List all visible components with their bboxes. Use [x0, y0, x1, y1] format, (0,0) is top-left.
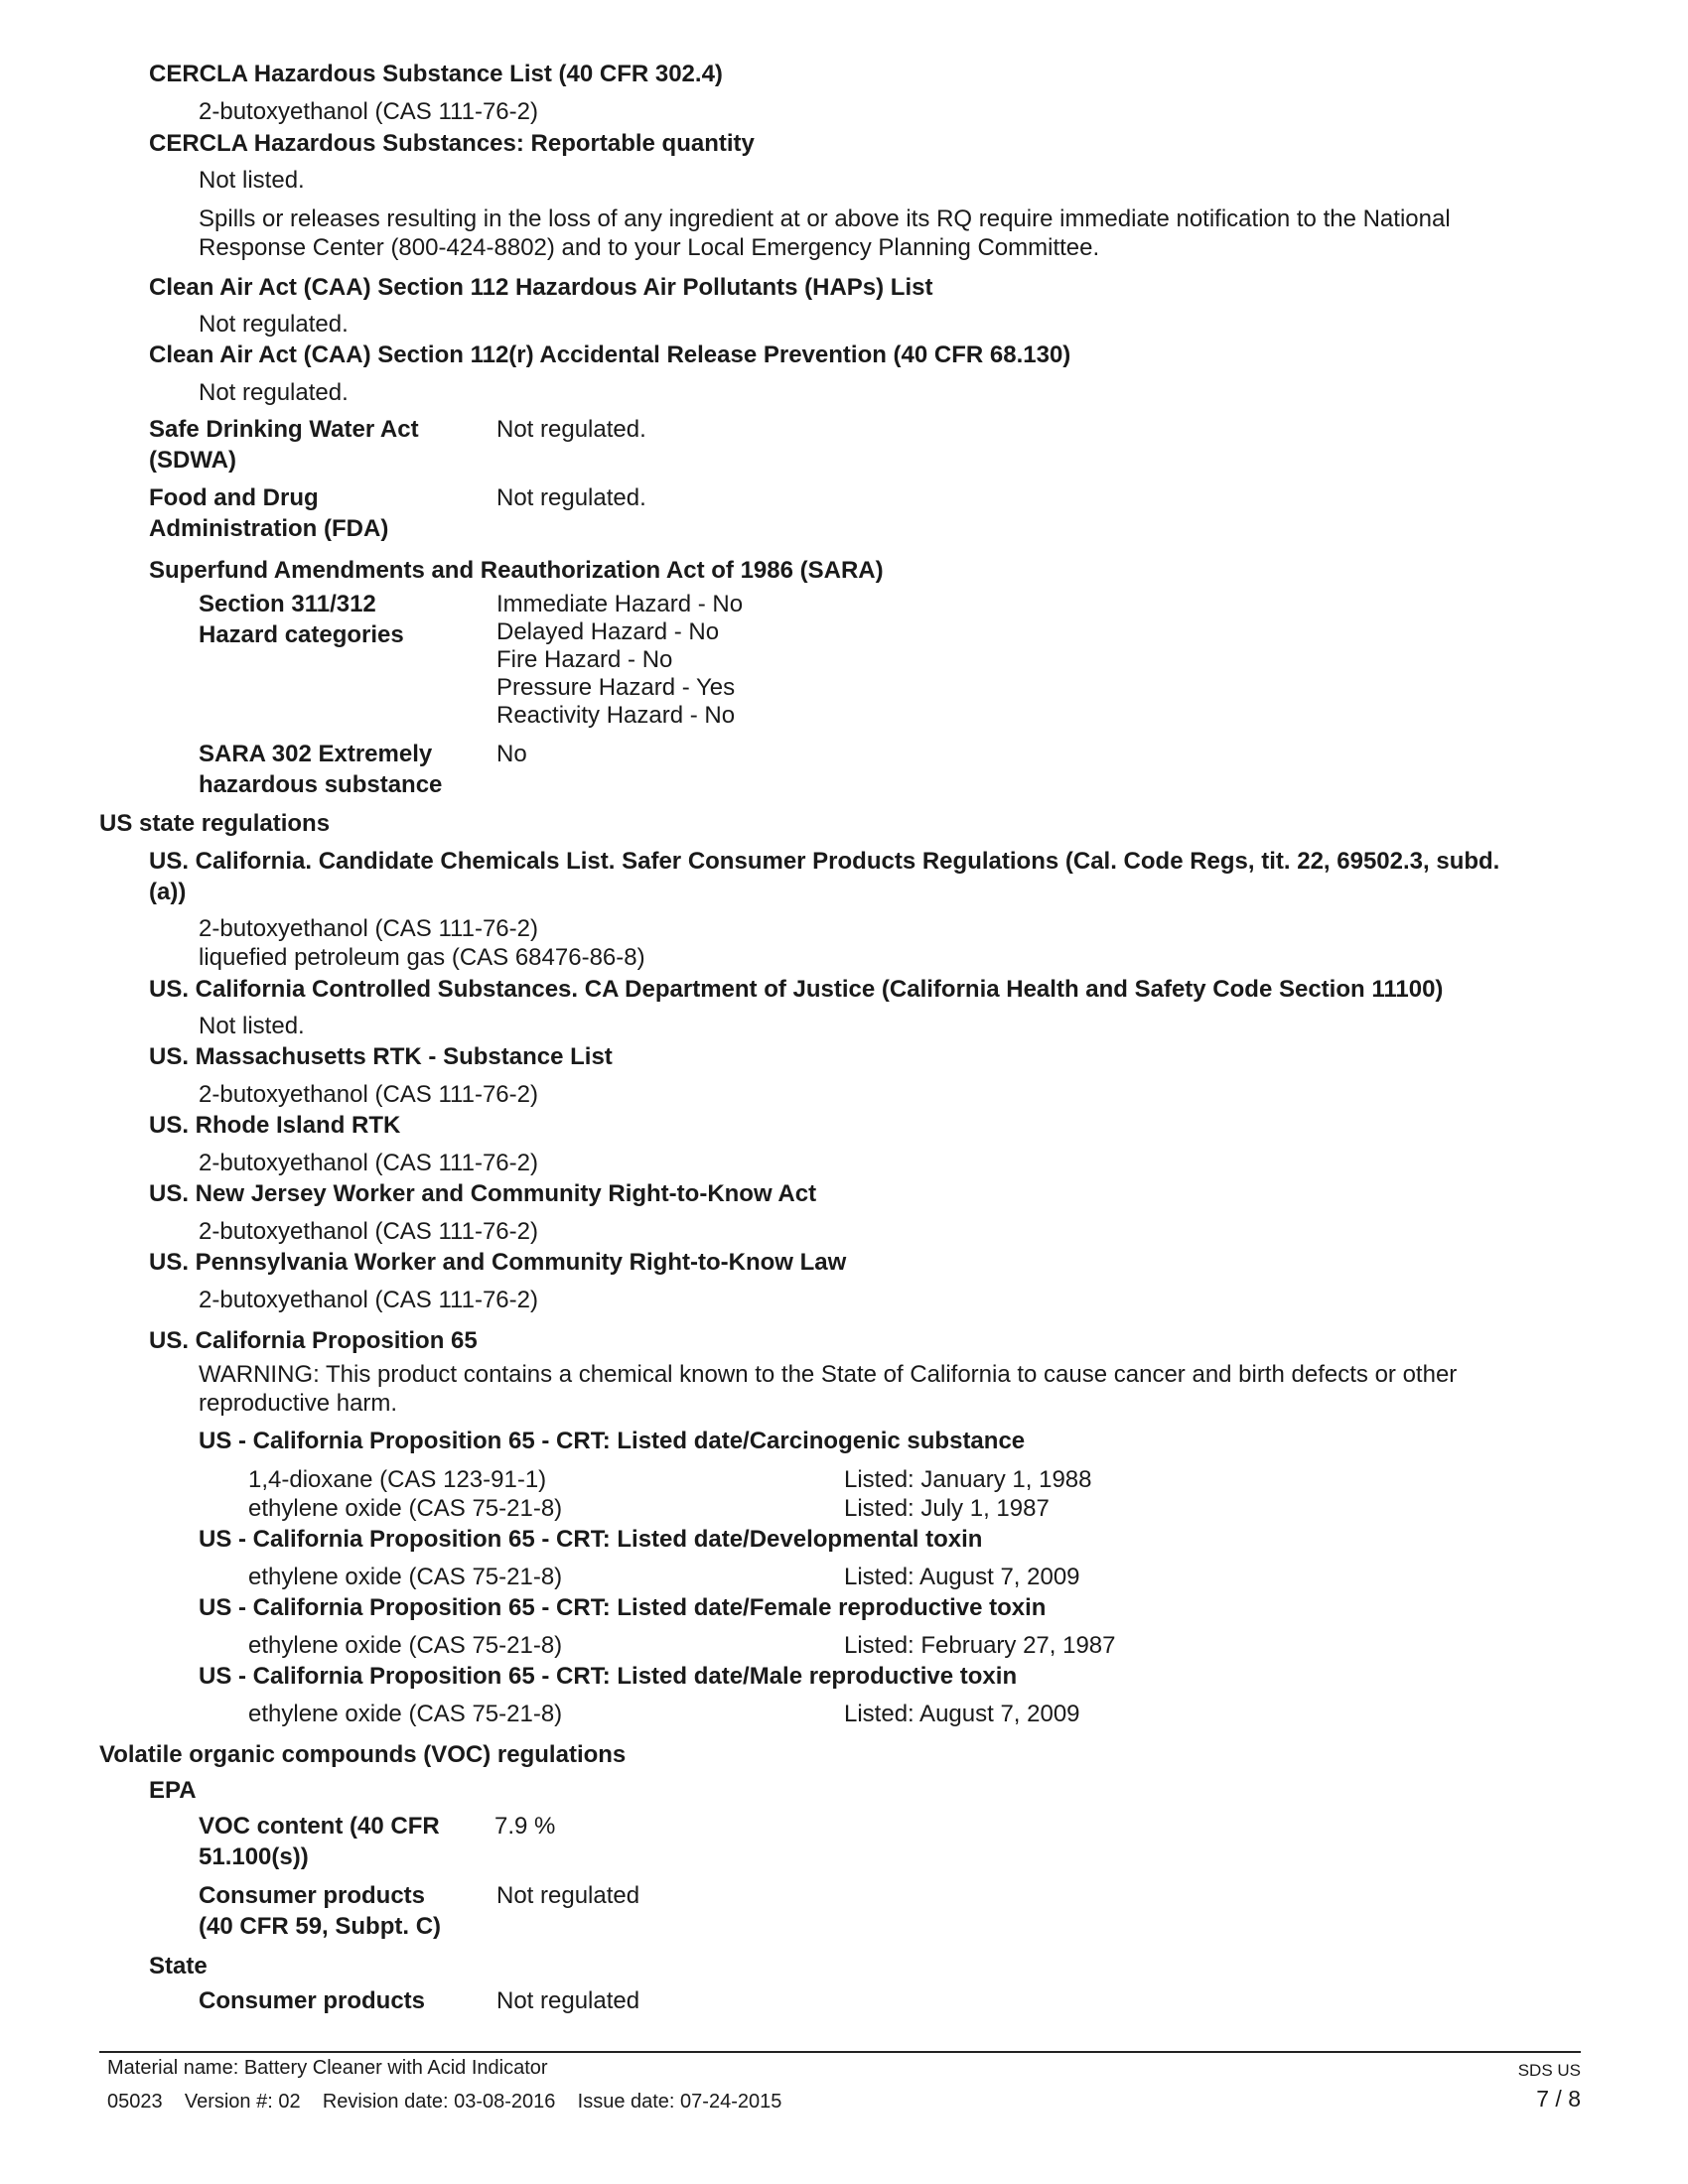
footer-doc-type: SDS US [1517, 2061, 1581, 2080]
voc-heading: Volatile organic compounds (VOC) regulations [99, 1741, 627, 1768]
voc-consumer-label-line2: (40 CFR 59, Subpt. C) [199, 1913, 442, 1940]
prop65-warning-line1: WARNING: This product contains a chemical known to the State of California to cause cancer and birth defects or other [199, 1361, 1458, 1388]
cercla-spills-line1: Spills or releases resulting in the loss of any ingredient at or above its RQ require immediate notification to the National [199, 205, 1451, 232]
sara-sec-label-line1: Section 311/312 [199, 591, 376, 617]
cercla-spills-line2: Response Center (800-424-8802) and to your Local Emergency Planning Committee. [199, 234, 1100, 261]
sdwa-label-line1: Safe Drinking Water Act [149, 416, 419, 443]
ca-safer-item: 2-butoxyethanol (CAS 111-76-2) [199, 915, 538, 942]
fda-value: Not regulated. [496, 484, 646, 511]
ca-controlled-value: Not listed. [199, 1013, 305, 1039]
caa-hap-heading: Clean Air Act (CAA) Section 112 Hazardous Air Pollutants (HAPs) List [149, 274, 933, 301]
footer-divider [99, 2051, 1581, 2053]
sara-sec-label-line2: Hazard categories [199, 621, 404, 648]
prop65-chem: ethylene oxide (CAS 75-21-8) [248, 1632, 563, 1659]
nj-item: 2-butoxyethanol (CAS 111-76-2) [199, 1218, 538, 1245]
prop65-listed-date: Listed: January 1, 1988 [844, 1466, 1092, 1493]
prop65-listed-date: Listed: February 27, 1987 [844, 1632, 1116, 1659]
prop65-carc-heading: US - California Proposition 65 - CRT: Listed date/Carcinogenic substance [199, 1428, 1026, 1454]
footer-id-line: 05023 Version #: 02 Revision date: 03-08-2016 Issue date: 07-24-2015 [107, 2091, 782, 2113]
cercla-list-heading: CERCLA Hazardous Substance List (40 CFR 302.4) [149, 61, 723, 87]
voc-epa-heading: EPA [149, 1777, 197, 1804]
sara-ehs-value: No [496, 741, 527, 767]
sara-hazard: Pressure Hazard - Yes [496, 674, 736, 701]
state-heading: US state regulations [99, 810, 331, 837]
sdwa-label-line2: (SDWA) [149, 447, 236, 474]
ca-safer-heading-line2: (a)) [149, 879, 187, 905]
prop65-chem: ethylene oxide (CAS 75-21-8) [248, 1495, 563, 1522]
nj-heading: US. New Jersey Worker and Community Right-to-Know Act [149, 1180, 817, 1207]
prop65-chem: ethylene oxide (CAS 75-21-8) [248, 1701, 563, 1727]
ma-item: 2-butoxyethanol (CAS 111-76-2) [199, 1081, 538, 1108]
sara-hazard: Immediate Hazard - No [496, 591, 744, 617]
footer-material-name: Material name: Battery Cleaner with Acid Indicator [107, 2057, 548, 2079]
voc-consumer-value: Not regulated [496, 1882, 640, 1909]
ma-heading: US. Massachusetts RTK - Substance List [149, 1043, 613, 1070]
ca-controlled-heading: US. California Controlled Substances. CA Department of Justice (California Health and Safety Code Section 11100) [149, 976, 1444, 1003]
prop65-listed-date: Listed: July 1, 1987 [844, 1495, 1050, 1522]
voc-state-consumer-label: Consumer products [199, 1987, 426, 2014]
fda-label-line1: Food and Drug [149, 484, 319, 511]
sara-hazard: Fire Hazard - No [496, 646, 673, 673]
prop65-listed-date: Listed: August 7, 2009 [844, 1564, 1080, 1590]
prop65-warning-line2: reproductive harm. [199, 1390, 398, 1417]
sara-ehs-label-line2: hazardous substance [199, 771, 443, 798]
sara-hazard: Reactivity Hazard - No [496, 702, 736, 729]
ri-heading: US. Rhode Island RTK [149, 1112, 401, 1139]
caa-arp-value: Not regulated. [199, 379, 349, 406]
pa-item: 2-butoxyethanol (CAS 111-76-2) [199, 1287, 538, 1313]
caa-hap-value: Not regulated. [199, 311, 349, 338]
ca-safer-heading-line1: US. California. Candidate Chemicals List. Safer Consumer Products Regulations (Cal. Code Regs, tit. 22, 69502.3, subd. [149, 848, 1500, 875]
prop65-chem: ethylene oxide (CAS 75-21-8) [248, 1564, 563, 1590]
voc-consumer-label-line1: Consumer products [199, 1882, 426, 1909]
voc-content-label-line2: 51.100(s)) [199, 1843, 309, 1870]
sara-hazard: Delayed Hazard - No [496, 618, 720, 645]
voc-content-value: 7.9 % [494, 1813, 556, 1840]
sara-heading: Superfund Amendments and Reauthorization Act of 1986 (SARA) [149, 557, 884, 584]
sdwa-value: Not regulated. [496, 416, 646, 443]
prop65-heading: US. California Proposition 65 [149, 1327, 478, 1354]
voc-state-consumer-value: Not regulated [496, 1987, 640, 2014]
prop65-male-heading: US - California Proposition 65 - CRT: Listed date/Male reproductive toxin [199, 1663, 1018, 1690]
prop65-fem-heading: US - California Proposition 65 - CRT: Listed date/Female reproductive toxin [199, 1594, 1047, 1621]
caa-arp-heading: Clean Air Act (CAA) Section 112(r) Accidental Release Prevention (40 CFR 68.130) [149, 341, 1071, 368]
prop65-chem: 1,4-dioxane (CAS 123-91-1) [248, 1466, 547, 1493]
cercla-rq-heading: CERCLA Hazardous Substances: Reportable quantity [149, 130, 755, 157]
voc-state-heading: State [149, 1953, 208, 1979]
cercla-rq-value: Not listed. [199, 167, 305, 194]
pa-heading: US. Pennsylvania Worker and Community Right-to-Know Law [149, 1249, 847, 1276]
ri-item: 2-butoxyethanol (CAS 111-76-2) [199, 1150, 538, 1176]
fda-label-line2: Administration (FDA) [149, 515, 389, 542]
prop65-dev-heading: US - California Proposition 65 - CRT: Listed date/Developmental toxin [199, 1526, 983, 1553]
voc-content-label-line1: VOC content (40 CFR [199, 1813, 440, 1840]
footer-page-number: 7 / 8 [1536, 2086, 1581, 2112]
cercla-list-item: 2-butoxyethanol (CAS 111-76-2) [199, 98, 538, 125]
ca-safer-item: liquefied petroleum gas (CAS 68476-86-8) [199, 944, 645, 971]
sara-ehs-label-line1: SARA 302 Extremely [199, 741, 433, 767]
prop65-listed-date: Listed: August 7, 2009 [844, 1701, 1080, 1727]
